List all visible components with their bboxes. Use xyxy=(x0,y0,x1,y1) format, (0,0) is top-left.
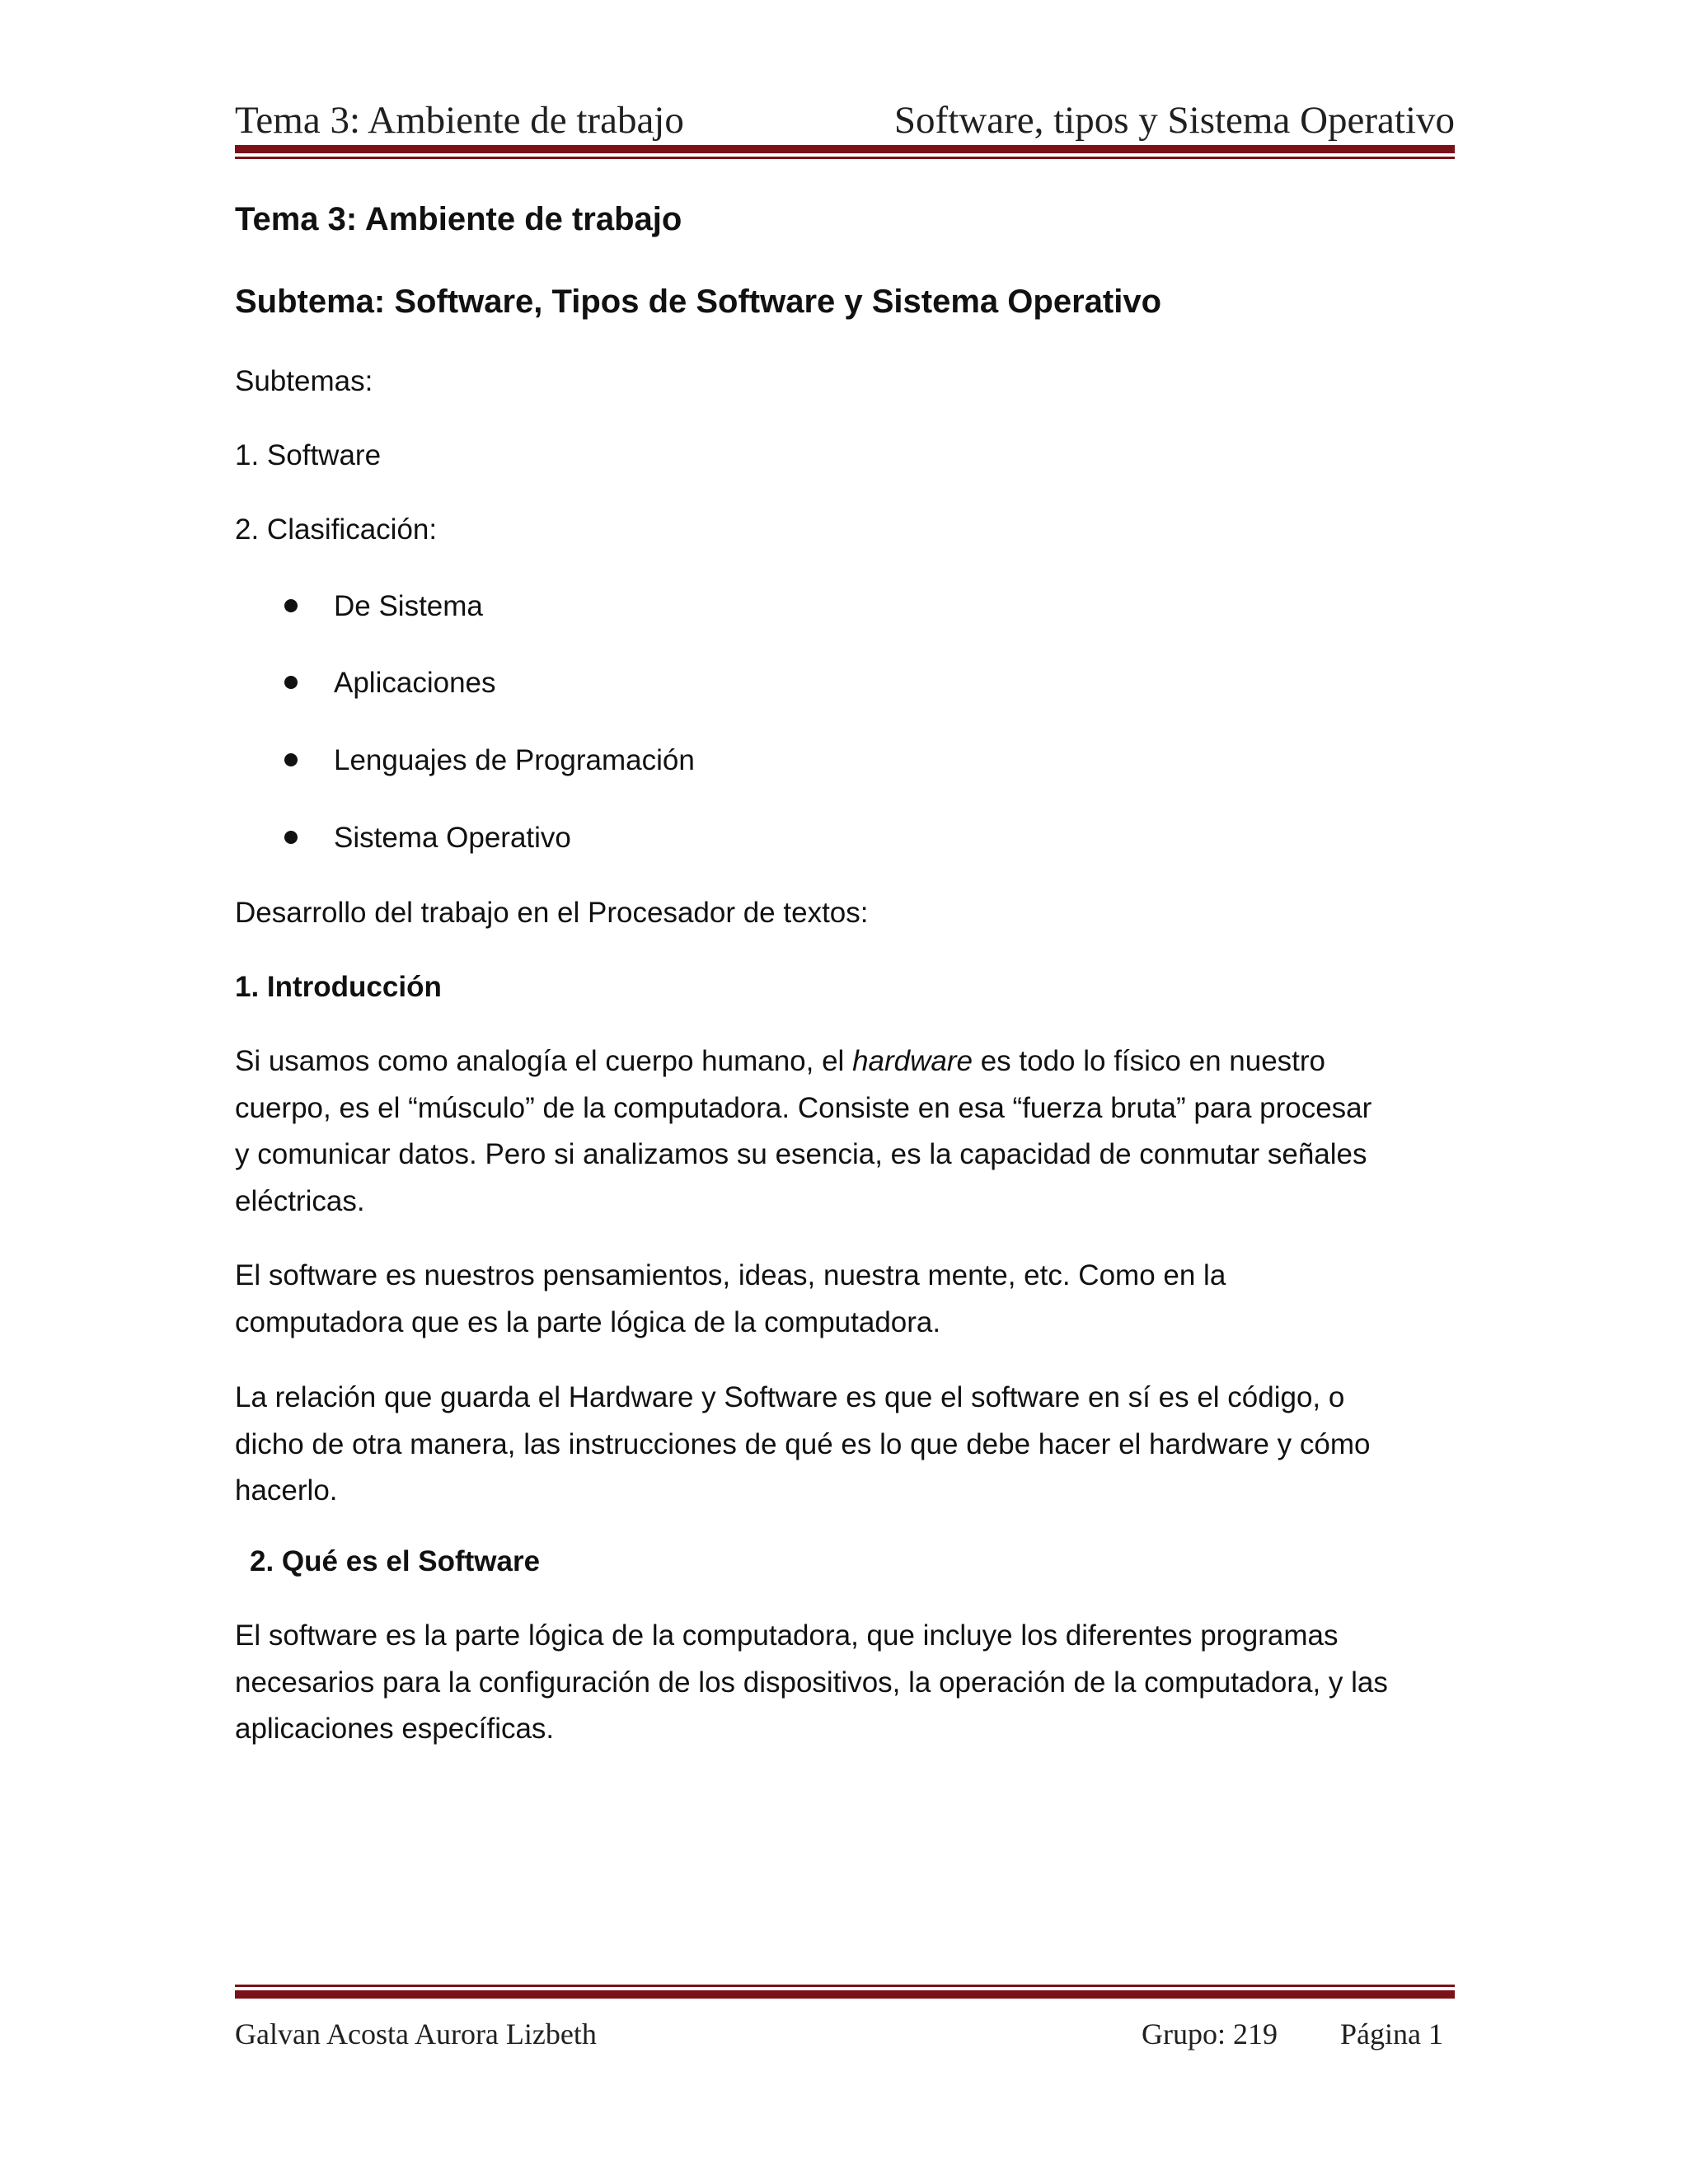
paragraph-line: Si usamos como analogía el cuerpo humano, el hardware es todo lo físico en nuestro xyxy=(235,1045,1326,1077)
emphasis-hardware: hardware xyxy=(852,1045,973,1077)
subtopic-heading: Subtema: Software, Tipos de Software y Sistema Operativo xyxy=(235,284,1162,320)
paragraph-software-mind xyxy=(235,1253,1455,1346)
footer-rule-thin xyxy=(235,1985,1455,1987)
bullet-text: Sistema Operativo xyxy=(334,822,571,854)
bullet-icon xyxy=(284,676,298,689)
header-rule-thick xyxy=(235,145,1455,153)
bullet-icon xyxy=(284,831,298,844)
bullet-item xyxy=(284,815,571,861)
paragraph-line: cuerpo, es el “músculo” de la computadora. Consiste en esa “fuerza bruta” para procesar xyxy=(235,1091,1372,1124)
paragraph-line: dicho de otra manera, las instrucciones de qué es lo que debe hacer el hardware y cómo xyxy=(235,1427,1371,1460)
paragraph-line: computadora que es la parte lógica de la computadora. xyxy=(235,1305,941,1338)
paragraph-line: La relación que guarda el Hardware y Software es que el software en sí es el código, o xyxy=(235,1381,1345,1413)
bullet-text: Lenguajes de Programación xyxy=(334,744,695,776)
bullet-item xyxy=(284,738,695,784)
bullet-text: Aplicaciones xyxy=(334,667,496,699)
section-heading-que-es-software: 2. Qué es el Software xyxy=(250,1545,541,1577)
paragraph-line: El software es nuestros pensamientos, ideas, nuestra mente, etc. Como en la xyxy=(235,1259,1226,1291)
bullet-item xyxy=(284,583,483,630)
bullet-item xyxy=(284,660,496,706)
paragraph-line: hacerlo. xyxy=(235,1474,338,1507)
paragraph-line: y comunicar datos. Pero si analizamos su esencia, es la capacidad de conmutar señales xyxy=(235,1138,1367,1170)
footer-author: Galvan Acosta Aurora Lizbeth xyxy=(235,2018,597,2050)
bullet-icon xyxy=(284,599,298,612)
footer-rule-thick xyxy=(235,1990,1455,1999)
header-rule-thin xyxy=(235,157,1455,159)
paragraph-line: aplicaciones específicas. xyxy=(235,1713,555,1745)
page-footer xyxy=(235,2011,1455,2057)
paragraph-hardware-analogy xyxy=(235,1038,1455,1225)
paragraph-relation xyxy=(235,1375,1455,1515)
list-item-software: 1. Software xyxy=(235,439,382,471)
subtemas-label: Subtemas: xyxy=(235,365,373,397)
paragraph-line: eléctricas. xyxy=(235,1184,365,1217)
main-heading: Tema 3: Ambiente de trabajo xyxy=(235,201,682,237)
page-header xyxy=(235,96,1455,145)
paragraph-line: El software es la parte lógica de la computadora, que incluye los diferentes programas xyxy=(235,1619,1339,1652)
footer-page-number: Página 1 xyxy=(1340,2018,1443,2050)
section-heading-introduccion: 1. Introducción xyxy=(235,971,442,1003)
paragraph-line: necesarios para la configuración de los dispositivos, la operación de la computadora, y las xyxy=(235,1666,1388,1699)
header-right-title: Software, tipos y Sistema Operativo xyxy=(893,99,1455,142)
list-item-clasificacion: 2. Clasificación: xyxy=(235,513,438,546)
bullet-text: De Sistema xyxy=(334,590,483,622)
desarrollo-text: Desarrollo del trabajo en el Procesador de textos: xyxy=(235,897,869,929)
paragraph-software-definition xyxy=(235,1613,1455,1753)
footer-group: Grupo: 219 xyxy=(1142,2018,1278,2050)
bullet-icon xyxy=(284,753,298,766)
header-left-title: Tema 3: Ambiente de trabajo xyxy=(235,99,684,142)
